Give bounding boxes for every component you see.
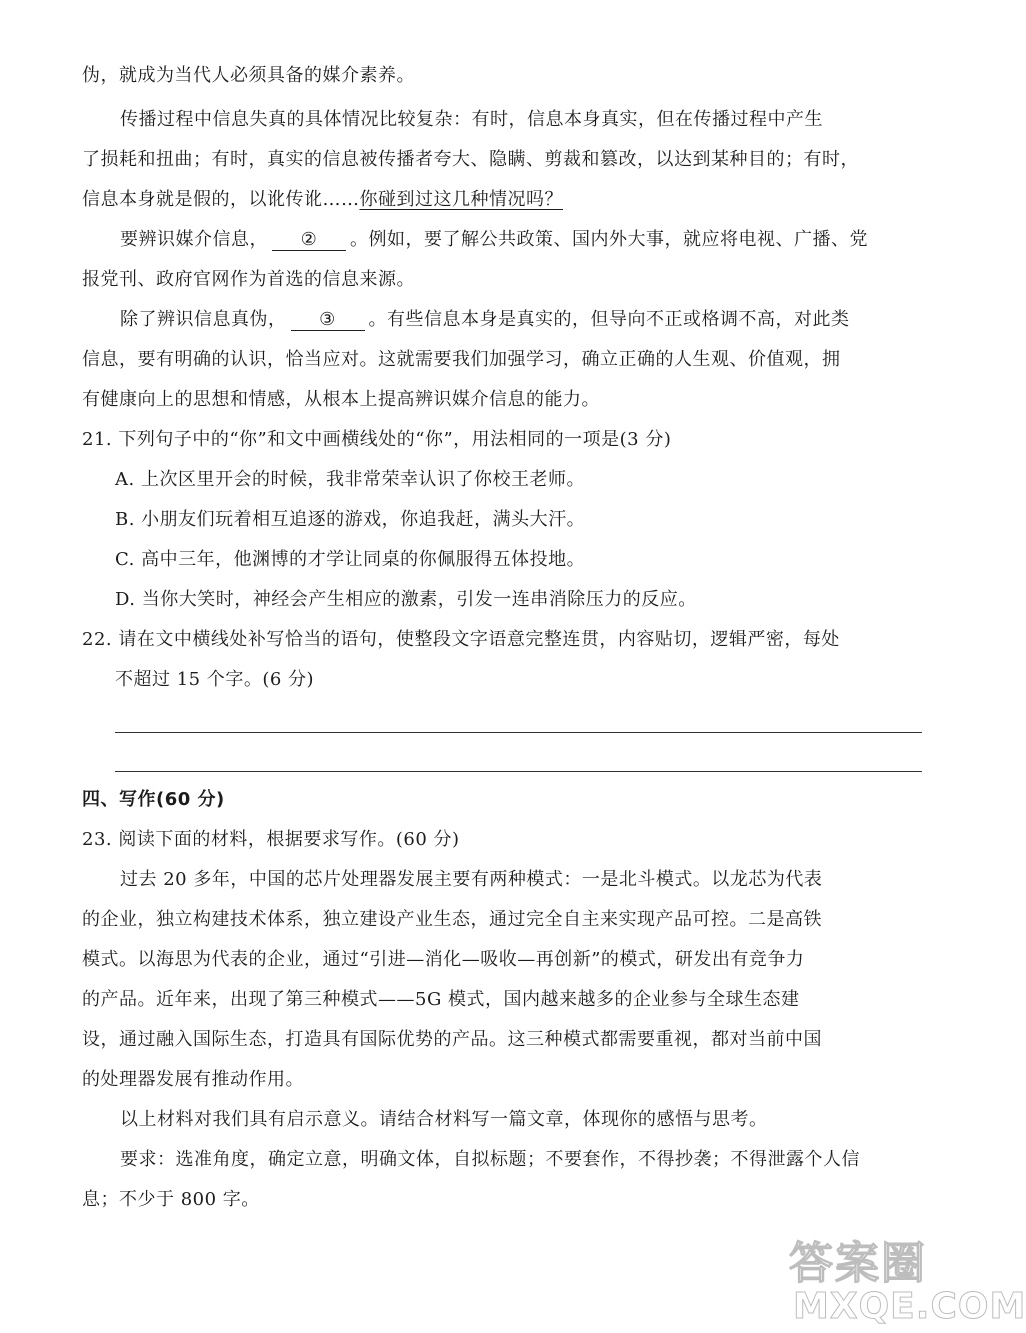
paragraph-line: 伪，就成为当代人必须具备的媒介素养。	[82, 65, 415, 86]
question-21-stem: 21. 下列句子中的“你”和文中画横线处的“你”，用法相同的一项是(3 分)	[82, 429, 672, 450]
section-heading: 四、写作(60 分)	[82, 789, 225, 810]
answer-line[interactable]	[115, 771, 922, 772]
watermark-top-text: 答案圈	[789, 1238, 927, 1289]
paragraph-line: 信息，要有明确的认识，恰当应对。这就需要我们加强学习，确立正确的人生观、价值观，拥	[82, 349, 841, 370]
question-21-option-b: B. 小朋友们玩着相互追逐的游戏，你追我赶，满头大汗。	[115, 509, 586, 530]
question-22-stem-cont: 不超过 15 个字。(6 分)	[115, 669, 315, 690]
paragraph-line: 了损耗和扭曲；有时，真实的信息被传播者夸大、隐瞒、剪裁和篡改，以达到某种目的；有时，	[82, 149, 859, 170]
text-segment: 要辨识媒介信息，	[120, 229, 268, 250]
writing-prompt: 以上材料对我们具有启示意义。请结合材料写一篇文章，体现你的感悟与思考。	[120, 1109, 768, 1130]
question-23-stem: 23. 阅读下面的材料，根据要求写作。(60 分)	[82, 829, 460, 850]
paragraph-line: 传播过程中信息失真的具体情况比较复杂：有时，信息本身真实，但在传播过程中产生	[120, 109, 823, 130]
answer-line[interactable]	[115, 732, 922, 733]
text-segment: 。有些信息本身是真实的，但导向不正或格调不高，对此类	[368, 309, 850, 330]
watermark-logo	[789, 1227, 1026, 1327]
text-segment: 除了辨识信息真伪，	[120, 309, 287, 330]
material-line: 模式。以海思为代表的企业，通过“引进—消化—吸收—再创新”的模式，研发出有竞争力	[82, 949, 805, 970]
text-segment: 。例如，要了解公共政策、国内外大事，就应将电视、广播、党	[350, 229, 868, 250]
material-line: 的企业，独立构建技术体系，独立建设产业生态，通过完全自主来实现产品可控。二是高铁	[82, 909, 822, 930]
question-22-stem: 22. 请在文中横线处补写恰当的语句，使整段文字语意完整连贯，内容贴切，逻辑严密，每处	[82, 629, 840, 650]
question-21-option-d: D. 当你大笑时，神经会产生相应的激素，引发一连串消除压力的反应。	[115, 589, 697, 610]
watermark-bottom-text: MXQE.COM	[793, 1286, 1026, 1327]
paragraph-line: 有健康向上的思想和情感，从根本上提高辨识媒介信息的能力。	[82, 389, 600, 410]
blank-2: ②	[272, 230, 346, 251]
material-line: 的产品。近年来，出现了第三种模式——5G 模式，国内越来越多的企业参与全球生态建	[82, 989, 800, 1010]
material-line: 的处理器发展有推动作用。	[82, 1069, 304, 1090]
underlined-sentence: 你碰到过这几种情况吗？	[359, 189, 563, 210]
paragraph-line: 报党刊、政府官网作为首选的信息来源。	[82, 269, 415, 290]
writing-requirement: 要求：选准角度，确定立意，明确文体，自拟标题；不要套作，不得抄袭；不得泄露个人信	[120, 1149, 860, 1170]
paragraph-line	[120, 228, 922, 252]
paragraph-line	[120, 308, 922, 332]
text-segment: 信息本身就是假的，以讹传讹……	[82, 189, 360, 210]
question-21-option-c: C. 高中三年，他渊博的才学让同桌的你佩服得五体投地。	[115, 549, 586, 570]
material-line: 设，通过融入国际生态，打造具有国际优势的产品。这三种模式都需要重视，都对当前中国	[82, 1029, 822, 1050]
blank-3: ③	[291, 310, 365, 331]
question-21-option-a: A. 上次区里开会的时候，我非常荣幸认识了你校王老师。	[115, 469, 585, 490]
writing-requirement: 息；不少于 800 字。	[82, 1189, 260, 1210]
paragraph-line	[82, 188, 922, 212]
material-line: 过去 20 多年，中国的芯片处理器发展主要有两种模式：一是北斗模式。以龙芯为代表	[120, 869, 823, 890]
